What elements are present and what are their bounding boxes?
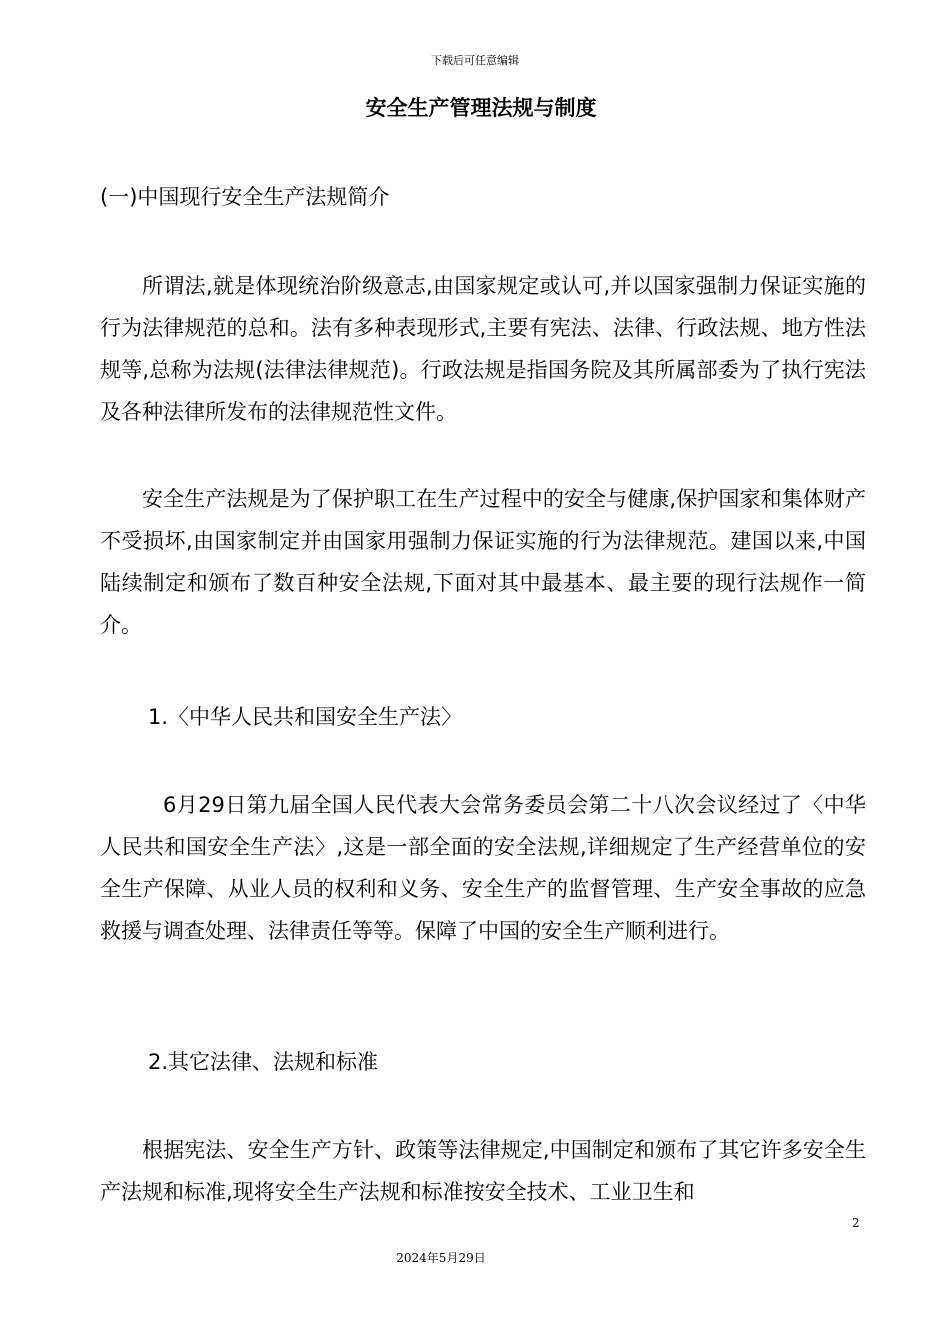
paragraph-safety-regulations: 安全生产法规是为了保护职工在生产过程中的安全与健康,保护国家和集体财产不受损坏,由国家制定并由国家用强制力保证实施的行为法律规范。建国以来,中国陆续制定和颁布了数百种安全法规,下面对其中最基本、最主要的现行法规作一简介。 — [100, 487, 866, 637]
document-title: 安全生产管理法规与制度 — [365, 96, 597, 120]
paragraph-law-definition: 所谓法,就是体现统治阶级意志,由国家规定或认可,并以国家强制力保证实施的行为法律规范的总和。法有多种表现形式,主要有宪法、法律、行政法规、地方性法规等,总称为法规(法律法律规范)。行政法规是指国务院及其所属部委为了执行宪法及各种法律所发布的法律规范性文件。 — [100, 274, 866, 424]
item-heading-other-laws: 2.其它法律、法规和标准 — [148, 1050, 379, 1074]
paragraph-other-laws: 根据宪法、安全生产方针、政策等法律规定,中国制定和颁布了其它许多安全生产法规和标准,现将安全生产法规和标准按安全技术、工业卫生和 — [100, 1138, 866, 1204]
header-note: 下载后可任意编辑 — [431, 54, 519, 67]
footer-date: 2024年5月29日 — [396, 1251, 486, 1265]
item-heading-safety-law: 1.〈中华人民共和国安全生产法〉 — [148, 705, 463, 729]
page-number: 2 — [852, 1216, 860, 1230]
section-heading: (一)中国现行安全生产法规简介 — [100, 185, 390, 209]
paragraph-safety-law-passage: 6月29日第九届全国人民代表大会常务委员会第二十八次会议经过了〈中华人民共和国安全生产法〉,这是一部全面的安全法规,详细规定了生产经营单位的安全生产保障、从业人员的权利和义务、安全生产的监督管理、生产安全事故的应急救援与调查处理、法律责任等等。保障了中国的安全生产顺利进行。 — [100, 793, 866, 943]
